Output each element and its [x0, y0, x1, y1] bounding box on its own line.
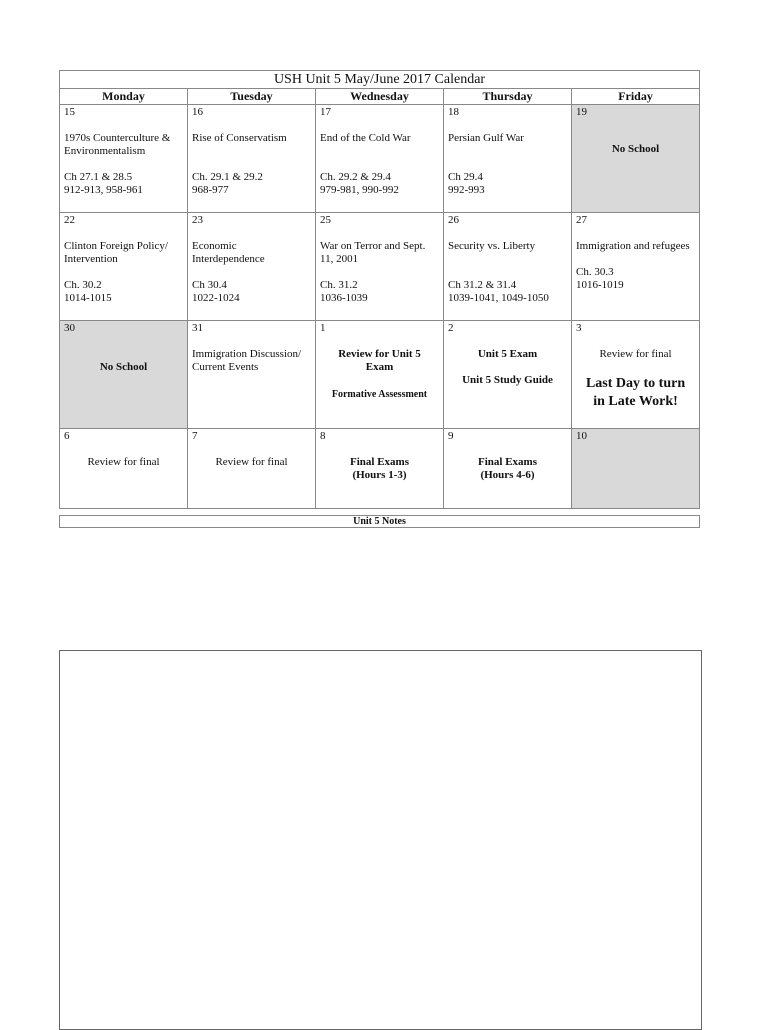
day-header-wednesday: Wednesday — [316, 89, 444, 105]
day-number: 16 — [192, 106, 203, 118]
day-number: 9 — [448, 430, 454, 442]
day-chapter: Ch. 29.2 & 29.4 — [320, 171, 391, 183]
review-final-label: Review for final — [215, 456, 288, 468]
notes-title: Unit 5 Notes — [59, 515, 700, 528]
day-number: 10 — [576, 430, 587, 442]
day-header-tuesday: Tuesday — [188, 89, 316, 105]
day-number: 6 — [64, 430, 70, 442]
day-cell — [316, 321, 444, 429]
day-cell — [188, 213, 316, 321]
day-number: 15 — [64, 106, 75, 118]
day-cell — [444, 213, 572, 321]
day-chapter: Ch. 30.2 — [64, 279, 102, 291]
day-number: 8 — [320, 430, 326, 442]
notes-box — [59, 650, 702, 1030]
day-number: 27 — [576, 214, 587, 226]
calendar-table — [59, 70, 700, 509]
final-exams-label: Final Exams (Hours 4-6) — [478, 456, 537, 481]
day-pages: 1036-1039 — [320, 292, 368, 304]
no-school-label: No School — [611, 143, 660, 155]
day-topic: Rise of Conservatism — [192, 132, 287, 144]
late-work-label: Last Day to turn in Late Work! — [585, 376, 686, 409]
day-pages: 968-977 — [192, 184, 229, 196]
review-unit-label: Review for Unit 5 Exam — [338, 348, 421, 373]
day-cell — [60, 429, 188, 509]
day-number: 18 — [448, 106, 459, 118]
day-cell — [316, 429, 444, 509]
day-number: 25 — [320, 214, 331, 226]
day-header-thursday: Thursday — [444, 89, 572, 105]
day-cell — [572, 213, 700, 321]
day-chapter: Ch 31.2 & 31.4 — [448, 279, 517, 291]
day-chapter: Ch. 31.2 — [320, 279, 358, 291]
day-cell — [188, 321, 316, 429]
day-topic: Persian Gulf War — [448, 132, 524, 144]
day-header-friday: Friday — [572, 89, 700, 105]
day-header-monday: Monday — [60, 89, 188, 105]
day-topic: Immigration and refugees — [576, 240, 690, 252]
day-pages: 992-993 — [448, 184, 485, 196]
day-pages: 979-981, 990-992 — [320, 184, 399, 196]
final-exams-label: Final Exams (Hours 1-3) — [350, 456, 409, 481]
formative-assessment-label: Formative Assessment — [331, 389, 428, 400]
day-number: 3 — [576, 322, 582, 334]
day-cell — [188, 105, 316, 213]
day-chapter: Ch. 29.1 & 29.2 — [192, 171, 263, 183]
day-pages: 1014-1015 — [64, 292, 112, 304]
day-number: 17 — [320, 106, 331, 118]
day-topic: Security vs. Liberty — [448, 240, 536, 252]
day-cell — [572, 429, 700, 509]
day-number: 2 — [448, 322, 454, 334]
day-cell — [316, 105, 444, 213]
review-final-label: Review for final — [599, 348, 672, 360]
day-number: 22 — [64, 214, 75, 226]
day-chapter: Ch 27.1 & 28.5 — [64, 171, 133, 183]
day-cell — [444, 105, 572, 213]
day-number: 7 — [192, 430, 198, 442]
day-topic: War on Terror and Sept. 11, 2001 — [320, 240, 426, 265]
day-cell — [572, 321, 700, 429]
day-topic: Clinton Foreign Policy/ Intervention — [64, 240, 168, 265]
review-final-label: Review for final — [87, 456, 160, 468]
day-cell — [60, 105, 188, 213]
day-pages: 1039-1041, 1049-1050 — [448, 292, 549, 304]
day-cell — [60, 321, 188, 429]
day-chapter: Ch 30.4 — [192, 279, 227, 291]
day-pages: 1022-1024 — [192, 292, 240, 304]
day-pages: 1016-1019 — [576, 279, 624, 291]
day-cell — [444, 321, 572, 429]
no-school-label: No School — [99, 361, 148, 373]
calendar-title: USH Unit 5 May/June 2017 Calendar — [60, 71, 700, 89]
study-guide-label: Unit 5 Study Guide — [462, 374, 553, 386]
day-number: 31 — [192, 322, 203, 334]
day-cell — [60, 213, 188, 321]
day-cell — [316, 213, 444, 321]
day-number: 26 — [448, 214, 459, 226]
day-pages: 912-913, 958-961 — [64, 184, 143, 196]
day-number: 1 — [320, 322, 326, 334]
unit-exam-label: Unit 5 Exam — [477, 348, 538, 360]
day-topic: Immigration Discussion/ Current Events — [192, 348, 302, 373]
day-number: 23 — [192, 214, 203, 226]
day-topic: End of the Cold War — [320, 132, 411, 144]
day-cell — [188, 429, 316, 509]
day-topic: 1970s Counterculture & Environmentalism — [64, 132, 171, 157]
day-topic: Economic Interdependence — [192, 240, 265, 265]
day-number: 30 — [64, 322, 75, 334]
day-chapter: Ch. 30.3 — [576, 266, 614, 278]
day-chapter: Ch 29.4 — [448, 171, 483, 183]
day-cell — [572, 105, 700, 213]
day-cell — [444, 429, 572, 509]
day-number: 19 — [576, 106, 587, 118]
